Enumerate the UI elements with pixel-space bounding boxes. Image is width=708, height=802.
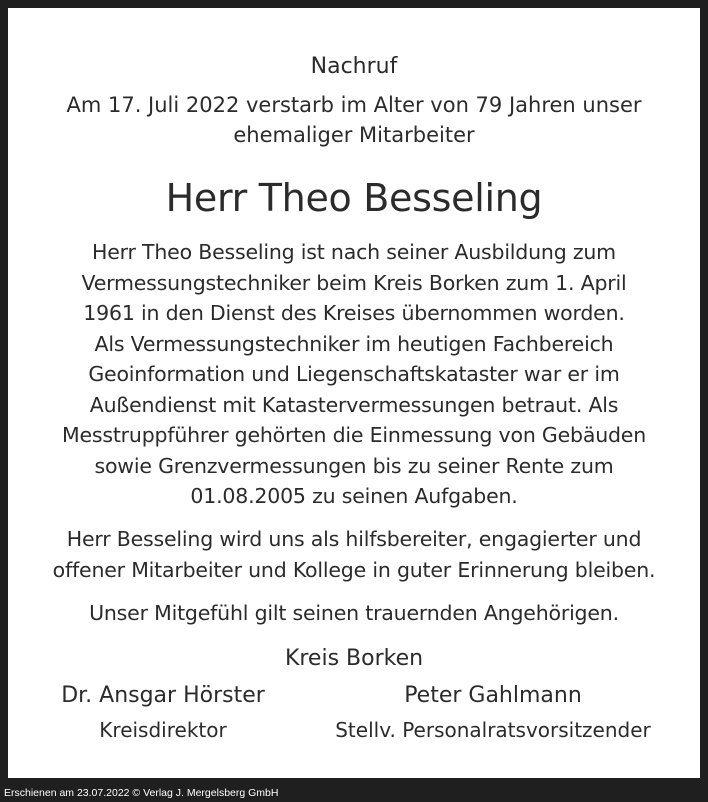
- biography-line: Herr Theo Besseling ist nach seiner Ausbildung zum: [92, 240, 616, 264]
- intro-text: [8, 90, 700, 150]
- biography-paragraph: [8, 237, 700, 512]
- biography-line: 1961 in den Dienst des Kreises übernommen worden.: [83, 301, 625, 325]
- biography-line: Messtruppführer gehörten die Einmessung von Gebäuden: [61, 423, 647, 447]
- biography-line: Vermessungstechniker beim Kreis Borken zum 1. April: [81, 270, 627, 295]
- intro-line: ehemaliger Mitarbeiter: [233, 123, 475, 147]
- biography-line: 01.08.2005 zu seinen Aufgaben.: [190, 484, 518, 508]
- biography-line: Geoinformation und Liegenschaftskataster war er im: [88, 362, 620, 386]
- deceased-name: Herr Theo Besseling: [165, 176, 543, 220]
- notice-heading: Nachruf: [310, 54, 398, 79]
- signatory-title: Stellv. Personalratsvorsitzender: [335, 718, 651, 742]
- signatory-left: [38, 681, 288, 745]
- publication-footer: Erschienen am 23.07.2022 © Verlag J. Mergelsberg GmbH: [4, 787, 279, 799]
- signatory-title: Kreisdirektor: [99, 718, 227, 742]
- biography-line: Außendienst mit Katastervermessungen betraut. Als: [89, 392, 619, 417]
- intro-line: Am 17. Juli 2022 verstarb im Alter von 79 Jahren unser: [66, 93, 642, 117]
- biography-line: sowie Grenzvermessungen bis zu seiner Rente zum: [94, 453, 614, 478]
- remembrance-line: offener Mitarbeiter und Kollege in guter Erinnerung bleiben.: [52, 557, 656, 582]
- organization-name: Kreis Borken: [284, 646, 424, 671]
- condolence-text: Unser Mitgefühl gilt seinen trauernden Angehörigen.: [89, 601, 619, 625]
- remembrance-line: Herr Besseling wird uns als hilfsbereiter, engagierter und: [66, 527, 642, 551]
- signatory-name: Dr. Ansgar Hörster: [61, 683, 265, 708]
- obituary-notice: [8, 8, 700, 778]
- remembrance-paragraph: [8, 524, 700, 585]
- signatory-right: [328, 681, 658, 745]
- signatory-name: Peter Gahlmann: [404, 683, 582, 708]
- biography-line: Als Vermessungstechniker im heutigen Fachbereich: [94, 331, 614, 356]
